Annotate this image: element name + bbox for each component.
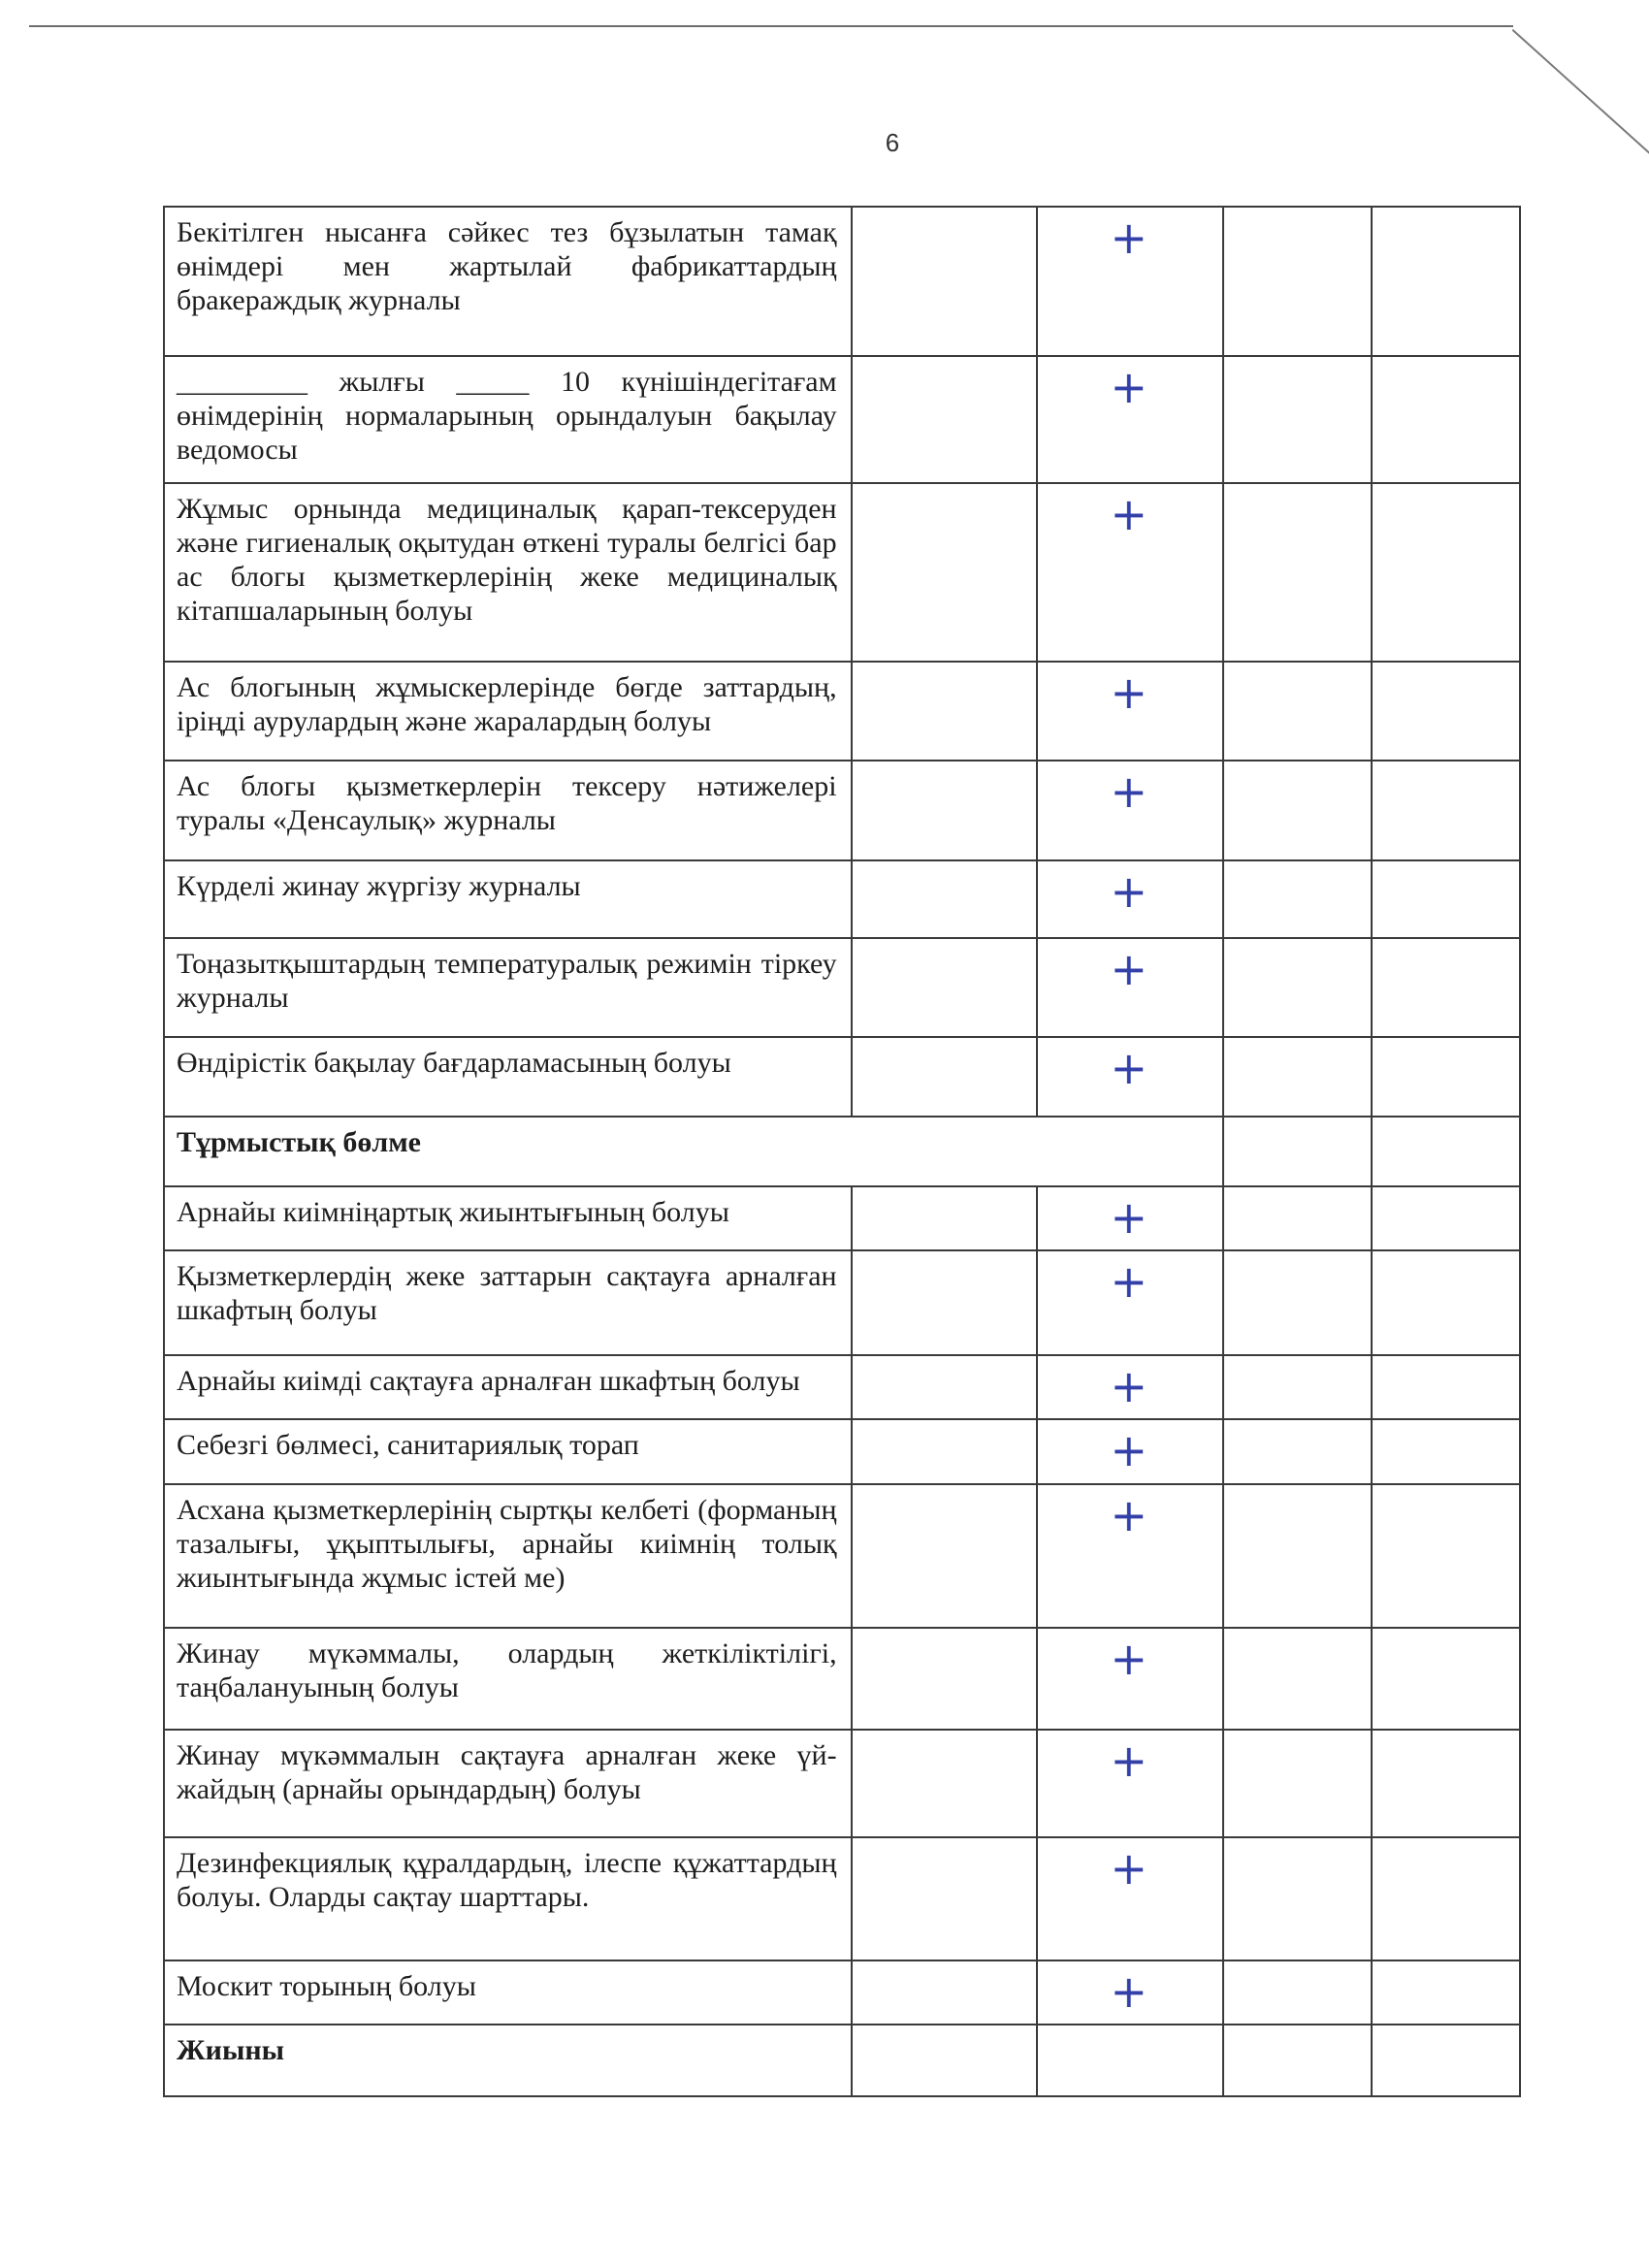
table-row (164, 1960, 1520, 2025)
criterion-label: _________ жылғы _____ 10 күнішіндегітағам өнімдерінің нормаларының орындалуын бақылау ведомосы (164, 356, 852, 483)
mark-cell (1037, 1419, 1223, 1484)
empty-cell (1223, 356, 1372, 483)
empty-cell (852, 1837, 1038, 1960)
empty-cell (1372, 1484, 1520, 1629)
criterion-label: Өндірістік бақылау бағдарламасының болуы (164, 1037, 852, 1117)
empty-cell (1372, 2025, 1520, 2096)
empty-cell (1372, 938, 1520, 1037)
scan-top-edge (29, 25, 1513, 27)
plus-mark: + (1110, 1255, 1148, 1309)
empty-cell (1223, 1250, 1372, 1355)
total-row (164, 2025, 1520, 2096)
empty-cell (1372, 1419, 1520, 1484)
plus-mark: + (1110, 765, 1148, 819)
empty-cell (1223, 938, 1372, 1037)
empty-cell (1223, 483, 1372, 662)
mark-cell (1037, 483, 1223, 662)
mark-cell (1037, 1730, 1223, 1837)
empty-cell (1223, 761, 1372, 859)
empty-cell (852, 1355, 1038, 1420)
table-row (164, 207, 1520, 356)
mark-cell (1037, 1628, 1223, 1729)
plus-mark: + (1110, 1042, 1148, 1095)
section-row (164, 1117, 1520, 1186)
criterion-label: Жинау мүкәммалын сақтауға арналған жеке үй-жайдың (арнайы орындардың) болуы (164, 1730, 852, 1837)
empty-cell (1372, 860, 1520, 938)
empty-cell (1372, 483, 1520, 662)
criterion-label: Дезинфекциялық құралдардың, ілеспе құжаттардың болуы. Оларды сақтау шарттары. (164, 1837, 852, 1960)
mark-cell (1037, 207, 1223, 356)
table-row (164, 1037, 1520, 1117)
scan-corner-fold (1512, 29, 1649, 154)
criterion-label: Жинау мүкәммалы, олардың жеткіліктілігі, таңбалануының болуы (164, 1628, 852, 1729)
empty-cell (852, 1419, 1038, 1484)
mark-cell (1037, 1186, 1223, 1251)
empty-cell (1223, 1960, 1372, 2025)
empty-cell (1372, 1250, 1520, 1355)
plus-mark: + (1110, 864, 1148, 918)
empty-cell (1223, 1837, 1372, 1960)
criterion-label: Жұмыс орнында медициналық қарап-тексеруден және гигиеналық оқытудан өткені туралы белгісі бар ас блогы қызметкерлерінің жеке медициналық кітапшаларының болуы (164, 483, 852, 662)
plus-mark: + (1110, 1841, 1148, 1895)
plus-mark: + (1110, 360, 1148, 413)
empty-cell (1223, 1117, 1372, 1186)
empty-cell (852, 1037, 1038, 1117)
empty-cell (1372, 1960, 1520, 2025)
empty-cell (1372, 1730, 1520, 1837)
empty-cell (852, 1730, 1038, 1837)
plus-mark: + (1110, 1733, 1148, 1787)
plus-mark: + (1110, 211, 1148, 264)
plus-mark: + (1110, 1488, 1148, 1541)
plus-mark: + (1110, 1633, 1148, 1686)
table-row (164, 1730, 1520, 1837)
empty-cell (1223, 1037, 1372, 1117)
plus-mark: + (1110, 1424, 1148, 1477)
empty-cell (1223, 2025, 1372, 2096)
table-row (164, 662, 1520, 761)
empty-cell (1372, 1186, 1520, 1251)
table-row (164, 1419, 1520, 1484)
criterion-label: Арнайы киімніңартық жиынтығының болуы (164, 1186, 852, 1251)
criterion-label: Ас блогы қызметкерлерін тексеру нәтижелері туралы «Денсаулық» журналы (164, 761, 852, 859)
criterion-label: Асхана қызметкерлерінің сыртқы келбеті (форманың тазалығы, ұқыптылығы, арнайы киімнің толық жиынтығында жұмыс істей ме) (164, 1484, 852, 1629)
mark-cell (1037, 1250, 1223, 1355)
empty-cell (852, 1960, 1038, 2025)
empty-cell (852, 860, 1038, 938)
plus-mark: + (1110, 487, 1148, 540)
criterion-label: Арнайы киімді сақтауға арналған шкафтың болуы (164, 1355, 852, 1420)
empty-cell (852, 207, 1038, 356)
empty-cell (1372, 1837, 1520, 1960)
empty-cell (852, 1628, 1038, 1729)
table-row (164, 938, 1520, 1037)
plus-mark: + (1110, 1359, 1148, 1412)
empty-cell (1037, 2025, 1223, 2096)
criterion-label: Себезгі бөлмесі, санитариялық торап (164, 1419, 852, 1484)
empty-cell (1372, 662, 1520, 761)
empty-cell (852, 2025, 1038, 2096)
empty-cell (1223, 1484, 1372, 1629)
empty-cell (1223, 860, 1372, 938)
table-row (164, 1837, 1520, 1960)
mark-cell (1037, 1837, 1223, 1960)
empty-cell (1223, 1628, 1372, 1729)
table-row (164, 483, 1520, 662)
plus-mark: + (1110, 1190, 1148, 1244)
section-title: Тұрмыстық бөлме (164, 1117, 1223, 1186)
empty-cell (852, 483, 1038, 662)
empty-cell (852, 1186, 1038, 1251)
empty-cell (852, 662, 1038, 761)
empty-cell (1372, 761, 1520, 859)
empty-cell (1223, 1186, 1372, 1251)
criterion-label: Күрделі жинау жүргізу журналы (164, 860, 852, 938)
table-row (164, 860, 1520, 938)
empty-cell (852, 356, 1038, 483)
table-row (164, 1250, 1520, 1355)
criterion-label: Қызметкерлердің жеке заттарын сақтауға арналған шкафтың болуы (164, 1250, 852, 1355)
empty-cell (1223, 207, 1372, 356)
mark-cell (1037, 1960, 1223, 2025)
table-row (164, 1484, 1520, 1629)
empty-cell (852, 1250, 1038, 1355)
plus-mark: + (1110, 666, 1148, 720)
table-row (164, 356, 1520, 483)
empty-cell (1372, 1037, 1520, 1117)
empty-cell (1223, 1730, 1372, 1837)
criterion-label: Москит торының болуы (164, 1960, 852, 2025)
mark-cell (1037, 356, 1223, 483)
empty-cell (852, 938, 1038, 1037)
page-number: 6 (885, 128, 900, 157)
criterion-label: Тоңазытқыштардың температуралық режимін тіркеу журналы (164, 938, 852, 1037)
mark-cell (1037, 1355, 1223, 1420)
mark-cell (1037, 860, 1223, 938)
mark-cell (1037, 1037, 1223, 1117)
mark-cell (1037, 938, 1223, 1037)
criterion-label: Бекітілген нысанға сәйкес тез бұзылатын тамақ өнімдері мен жартылай фабрикаттардың бракераждық журналы (164, 207, 852, 356)
mark-cell (1037, 1484, 1223, 1629)
mark-cell (1037, 662, 1223, 761)
empty-cell (1372, 1628, 1520, 1729)
table-row (164, 1628, 1520, 1729)
table-row (164, 1355, 1520, 1420)
empty-cell (1223, 1355, 1372, 1420)
plus-mark: + (1110, 1964, 1148, 2018)
empty-cell (852, 761, 1038, 859)
total-label: Жиыны (164, 2025, 852, 2096)
mark-cell (1037, 761, 1223, 859)
empty-cell (1372, 207, 1520, 356)
inspection-checklist-table (163, 206, 1521, 2097)
table-row (164, 1186, 1520, 1251)
table-row (164, 761, 1520, 859)
empty-cell (1223, 662, 1372, 761)
empty-cell (1372, 356, 1520, 483)
criterion-label: Ас блогының жұмыскерлерінде бөгде заттардың, іріңді аурулардың және жаралардың болуы (164, 662, 852, 761)
empty-cell (852, 1484, 1038, 1629)
empty-cell (1372, 1117, 1520, 1186)
plus-mark: + (1110, 942, 1148, 995)
empty-cell (1372, 1355, 1520, 1420)
empty-cell (1223, 1419, 1372, 1484)
